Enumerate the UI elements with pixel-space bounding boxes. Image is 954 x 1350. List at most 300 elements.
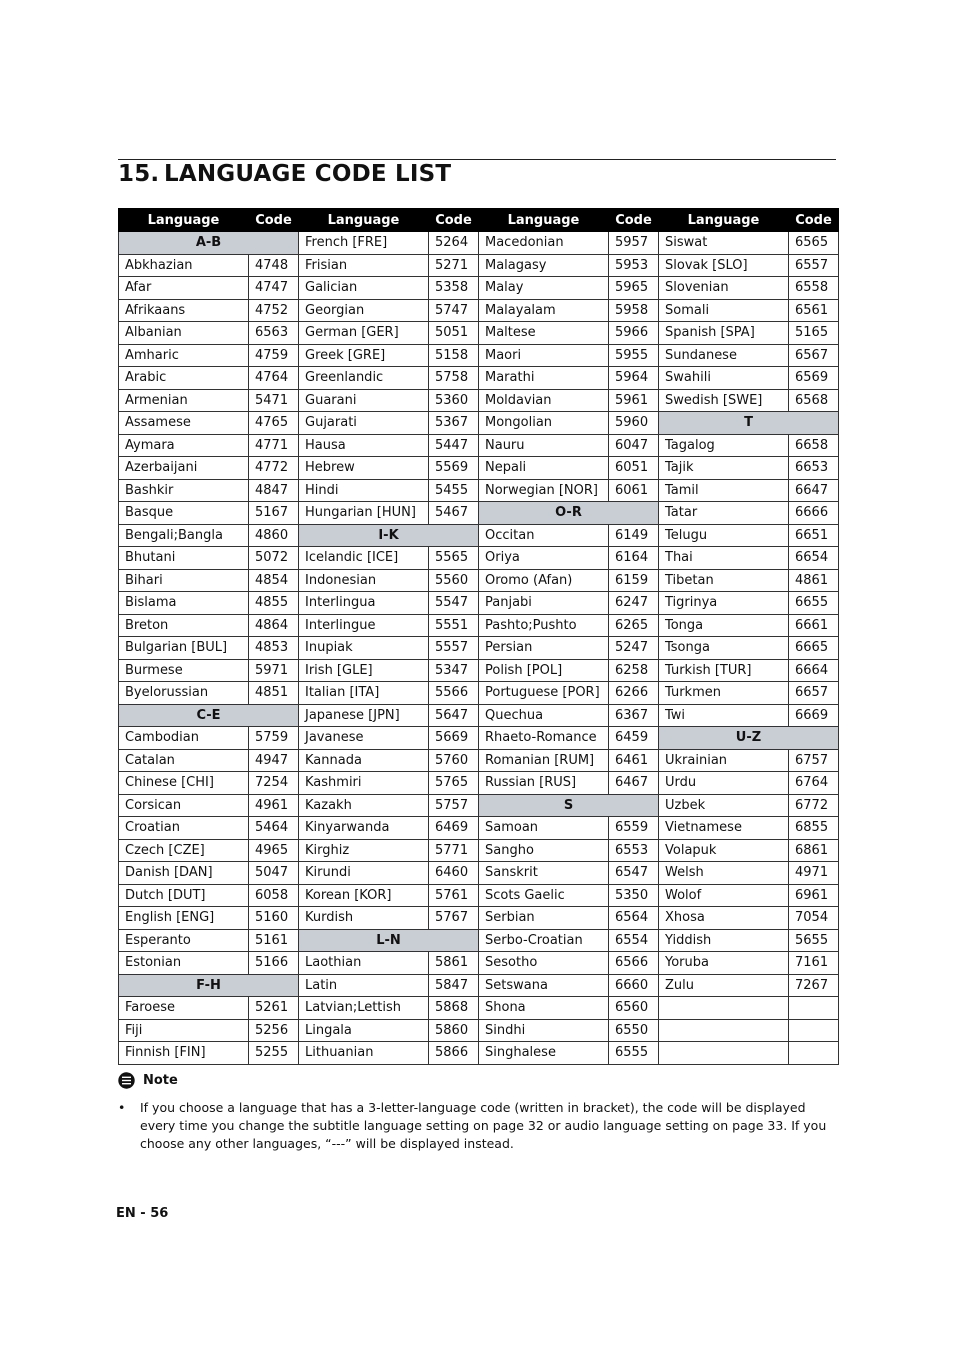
code-cell: 4772 [249,457,299,480]
language-cell: Tajik [659,457,789,480]
code-cell: 4851 [249,682,299,705]
language-cell: Hausa [299,434,429,457]
table-row [119,884,839,907]
language-cell: Tamil [659,479,789,502]
code-cell: 6557 [789,254,839,277]
code-cell: 5565 [429,547,479,570]
table-row [119,1019,839,1042]
code-cell: 6647 [789,479,839,502]
language-cell: Pashto;Pushto [479,614,609,637]
code-cell: 5961 [609,389,659,412]
code-cell: 5447 [429,434,479,457]
language-cell: Kannada [299,749,429,772]
code-cell: 5569 [429,457,479,480]
table-row [119,682,839,705]
language-cell [659,1019,789,1042]
code-cell: 5455 [429,479,479,502]
language-cell: Japanese [JPN] [299,704,429,727]
code-cell: 5471 [249,389,299,412]
table-row [119,232,839,255]
language-cell: Oriya [479,547,609,570]
code-cell: 6666 [789,502,839,525]
section-header: O-R [479,502,659,525]
table-row [119,592,839,615]
code-cell: 6665 [789,637,839,660]
code-cell: 5264 [429,232,479,255]
code-cell [789,997,839,1020]
code-cell: 4854 [249,569,299,592]
language-cell: Basque [119,502,249,525]
code-cell: 4747 [249,277,299,300]
code-cell: 7267 [789,974,839,997]
language-cell: Slovak [SLO] [659,254,789,277]
code-cell: 6861 [789,839,839,862]
code-cell: 6772 [789,794,839,817]
language-cell: Laothian [299,952,429,975]
code-cell [789,1019,839,1042]
language-cell: Norwegian [NOR] [479,479,609,502]
language-cell: German [GER] [299,322,429,345]
language-cell: Singhalese [479,1042,609,1065]
table-row [119,502,839,525]
language-cell: Setswana [479,974,609,997]
code-cell: 4864 [249,614,299,637]
section-header: I-K [299,524,479,547]
language-cell: Moldavian [479,389,609,412]
language-cell: Malay [479,277,609,300]
code-cell: 7161 [789,952,839,975]
code-cell: 5955 [609,344,659,367]
code-cell: 6657 [789,682,839,705]
language-cell: Somali [659,299,789,322]
code-cell: 5167 [249,502,299,525]
code-cell: 6559 [609,817,659,840]
language-cell: Vietnamese [659,817,789,840]
language-cell: Kurdish [299,907,429,930]
language-cell: Fiji [119,1019,249,1042]
code-cell: 6653 [789,457,839,480]
note-title: Note [143,1073,178,1088]
code-cell: 6266 [609,682,659,705]
language-cell: Breton [119,614,249,637]
table-row [119,749,839,772]
language-cell: Armenian [119,389,249,412]
table-row [119,412,839,435]
code-cell: 4752 [249,299,299,322]
language-cell: Volapuk [659,839,789,862]
table-row [119,772,839,795]
code-cell: 6566 [609,952,659,975]
code-cell: 5765 [429,772,479,795]
code-cell: 5758 [429,367,479,390]
language-cell: Italian [ITA] [299,682,429,705]
language-cell: Hungarian [HUN] [299,502,429,525]
language-cell: Icelandic [ICE] [299,547,429,570]
language-cell: Catalan [119,749,249,772]
code-cell: 5360 [429,389,479,412]
table-row [119,322,839,345]
table-row [119,547,839,570]
code-cell: 6567 [789,344,839,367]
language-cell: Bengali;Bangla [119,524,249,547]
note-list [118,1099,830,1153]
table-row [119,974,839,997]
language-cell: Russian [RUS] [479,772,609,795]
language-cell: Kirghiz [299,839,429,862]
language-cell: Sanskrit [479,862,609,885]
language-cell: Panjabi [479,592,609,615]
code-cell: 5557 [429,637,479,660]
code-cell: 7254 [249,772,299,795]
code-cell: 6664 [789,659,839,682]
section-header: F-H [119,974,299,997]
language-cell: Chinese [CHI] [119,772,249,795]
code-cell: 5747 [429,299,479,322]
code-cell: 6569 [789,367,839,390]
language-cell: Javanese [299,727,429,750]
code-cell: 5358 [429,277,479,300]
code-cell: 5166 [249,952,299,975]
code-cell: 4765 [249,412,299,435]
code-cell: 6558 [789,277,839,300]
code-cell: 5160 [249,907,299,930]
language-cell: Byelorussian [119,682,249,705]
code-cell: 6550 [609,1019,659,1042]
table-row [119,457,839,480]
code-cell: 5165 [789,322,839,345]
language-cell: Tibetan [659,569,789,592]
code-cell: 5566 [429,682,479,705]
code-cell: 6149 [609,524,659,547]
language-cell: Interlingua [299,592,429,615]
language-cell: Hebrew [299,457,429,480]
table-row [119,344,839,367]
language-cell: Tagalog [659,434,789,457]
code-cell: 5271 [429,254,479,277]
code-cell: 5051 [429,322,479,345]
section-header: U-Z [659,727,839,750]
table-row [119,659,839,682]
language-cell [659,997,789,1020]
code-cell: 5767 [429,907,479,930]
table-row [119,569,839,592]
code-cell: 5350 [609,884,659,907]
code-cell: 5868 [429,997,479,1020]
code-cell: 5964 [609,367,659,390]
code-cell: 6654 [789,547,839,570]
code-cell: 5367 [429,412,479,435]
language-cell: Bashkir [119,479,249,502]
section-header: T [659,412,839,435]
table-row [119,1042,839,1065]
table-row [119,434,839,457]
language-cell: Georgian [299,299,429,322]
language-cell: Twi [659,704,789,727]
language-cell: Galician [299,277,429,300]
code-cell: 5560 [429,569,479,592]
language-cell: Wolof [659,884,789,907]
language-cell: Tsonga [659,637,789,660]
language-cell: Croatian [119,817,249,840]
language-cell: Quechua [479,704,609,727]
language-cell: Scots Gaelic [479,884,609,907]
language-cell: Romanian [RUM] [479,749,609,772]
code-cell: 6669 [789,704,839,727]
language-cell: Ukrainian [659,749,789,772]
code-cell: 6561 [789,299,839,322]
language-cell: Latin [299,974,429,997]
table-row [119,254,839,277]
code-cell: 4764 [249,367,299,390]
code-cell: 5759 [249,727,299,750]
code-cell: 5347 [429,659,479,682]
code-cell: 6568 [789,389,839,412]
language-cell: Hindi [299,479,429,502]
language-cell: Malayalam [479,299,609,322]
code-cell: 5957 [609,232,659,255]
column-header-code: Code [789,209,839,232]
language-cell: Spanish [SPA] [659,322,789,345]
code-cell: 5261 [249,997,299,1020]
language-cell: Frisian [299,254,429,277]
code-cell: 5861 [429,952,479,975]
language-cell: Faroese [119,997,249,1020]
language-cell: Greenlandic [299,367,429,390]
language-cell: Persian [479,637,609,660]
language-cell: Serbian [479,907,609,930]
code-cell: 4961 [249,794,299,817]
code-cell: 4860 [249,524,299,547]
section-number: 15. [118,161,160,187]
code-cell: 4759 [249,344,299,367]
code-cell: 4748 [249,254,299,277]
code-cell: 6555 [609,1042,659,1065]
code-cell: 5958 [609,299,659,322]
language-cell: Greek [GRE] [299,344,429,367]
language-cell: Kirundi [299,862,429,885]
code-cell: 6164 [609,547,659,570]
section-header: L-N [299,929,479,952]
language-cell: Danish [DAN] [119,862,249,885]
note-item: • If you choose a language that has a 3-letter-language code (written in bracket), the code will be displayed every time you change the subtitle language setting on page 32 or audio language setting on page 33. If you choose any other languages, “---” will be displayed instead. [118,1099,830,1153]
code-cell: 6460 [429,862,479,885]
language-cell: Burmese [119,659,249,682]
language-cell: Rhaeto-Romance [479,727,609,750]
language-cell: Telugu [659,524,789,547]
code-cell: 4853 [249,637,299,660]
language-cell: Welsh [659,862,789,885]
language-cell: Latvian;Lettish [299,997,429,1020]
table-row [119,704,839,727]
language-cell: Uzbek [659,794,789,817]
code-cell: 6047 [609,434,659,457]
language-cell: Azerbaijani [119,457,249,480]
code-cell: 5866 [429,1042,479,1065]
language-cell: Afrikaans [119,299,249,322]
language-cell: Korean [KOR] [299,884,429,907]
language-cell: Marathi [479,367,609,390]
language-cell: Abkhazian [119,254,249,277]
code-cell: 6564 [609,907,659,930]
language-cell: Siswat [659,232,789,255]
table-row [119,839,839,862]
language-cell: Cambodian [119,727,249,750]
table-row [119,614,839,637]
table-row [119,794,839,817]
code-cell: 6764 [789,772,839,795]
code-cell: 5655 [789,929,839,952]
code-cell: 5971 [249,659,299,682]
language-cell: Kinyarwanda [299,817,429,840]
language-cell: Lingala [299,1019,429,1042]
language-code-table [118,208,839,1065]
language-cell: Sangho [479,839,609,862]
table-row [119,862,839,885]
language-cell: Albanian [119,322,249,345]
language-cell: Sindhi [479,1019,609,1042]
language-cell: Xhosa [659,907,789,930]
code-cell: 5960 [609,412,659,435]
language-cell: Shona [479,997,609,1020]
code-cell: 6661 [789,614,839,637]
language-cell: Turkish [TUR] [659,659,789,682]
code-cell: 5464 [249,817,299,840]
language-cell: Turkmen [659,682,789,705]
code-cell: 5761 [429,884,479,907]
language-cell: Kashmiri [299,772,429,795]
table-row [119,524,839,547]
language-cell: Serbo-Croatian [479,929,609,952]
table-row [119,367,839,390]
code-cell: 6367 [609,704,659,727]
code-cell: 5161 [249,929,299,952]
table-row [119,637,839,660]
language-cell: Arabic [119,367,249,390]
code-cell: 6560 [609,997,659,1020]
column-header-language: Language [119,209,249,232]
language-cell: Sundanese [659,344,789,367]
page-title [118,159,451,189]
language-cell: Oromo (Afan) [479,569,609,592]
code-cell: 6651 [789,524,839,547]
code-cell: 4947 [249,749,299,772]
code-cell: 6553 [609,839,659,862]
code-cell: 4855 [249,592,299,615]
language-cell: Assamese [119,412,249,435]
language-cell: Afar [119,277,249,300]
code-cell: 4965 [249,839,299,862]
language-cell: Maltese [479,322,609,345]
code-cell: 6855 [789,817,839,840]
language-cell: Kazakh [299,794,429,817]
language-cell: Yiddish [659,929,789,952]
language-cell: Macedonian [479,232,609,255]
language-cell: Portuguese [POR] [479,682,609,705]
language-cell: Polish [POL] [479,659,609,682]
language-cell: Mongolian [479,412,609,435]
note-icon [118,1072,135,1089]
language-cell: Bulgarian [BUL] [119,637,249,660]
table-row [119,277,839,300]
language-cell: French [FRE] [299,232,429,255]
code-cell: 4971 [789,862,839,885]
code-cell: 6563 [249,322,299,345]
code-cell: 6660 [609,974,659,997]
page-number: EN - 56 [116,1206,169,1221]
language-cell: Amharic [119,344,249,367]
column-header-code: Code [429,209,479,232]
code-cell: 5647 [429,704,479,727]
column-header-language: Language [299,209,429,232]
language-cell: Interlingue [299,614,429,637]
language-cell: Finnish [FIN] [119,1042,249,1065]
language-cell: Maori [479,344,609,367]
language-cell: Tigrinya [659,592,789,615]
code-cell: 6058 [249,884,299,907]
language-cell: Bihari [119,569,249,592]
code-cell: 6961 [789,884,839,907]
table-row [119,952,839,975]
section-header: S [479,794,659,817]
language-cell: Bhutani [119,547,249,570]
language-cell: Yoruba [659,952,789,975]
code-cell: 5158 [429,344,479,367]
table-row [119,479,839,502]
code-cell: 6554 [609,929,659,952]
code-cell: 5771 [429,839,479,862]
code-cell: 5072 [249,547,299,570]
code-cell: 5256 [249,1019,299,1042]
language-cell: Thai [659,547,789,570]
code-cell: 6461 [609,749,659,772]
table-row [119,907,839,930]
column-header-language: Language [659,209,789,232]
section-header: A-B [119,232,299,255]
language-cell: Tonga [659,614,789,637]
language-cell: Esperanto [119,929,249,952]
table-row [119,817,839,840]
table-row [119,997,839,1020]
code-cell: 6655 [789,592,839,615]
code-cell: 6051 [609,457,659,480]
language-cell: Samoan [479,817,609,840]
language-cell: Nauru [479,434,609,457]
language-cell: Gujarati [299,412,429,435]
section-header: C-E [119,704,299,727]
code-cell: 6159 [609,569,659,592]
column-header-language: Language [479,209,609,232]
table-row [119,389,839,412]
code-cell: 5551 [429,614,479,637]
code-cell: 6265 [609,614,659,637]
language-cell: Slovenian [659,277,789,300]
code-cell: 7054 [789,907,839,930]
code-cell: 6467 [609,772,659,795]
code-cell: 5669 [429,727,479,750]
code-cell: 6258 [609,659,659,682]
language-cell: English [ENG] [119,907,249,930]
language-cell: Dutch [DUT] [119,884,249,907]
code-cell: 5953 [609,254,659,277]
table-row [119,929,839,952]
code-cell: 6547 [609,862,659,885]
code-cell: 6459 [609,727,659,750]
code-cell [789,1042,839,1065]
language-cell: Swahili [659,367,789,390]
language-cell: Lithuanian [299,1042,429,1065]
code-cell: 5847 [429,974,479,997]
section-title: LANGUAGE CODE LIST [164,161,452,187]
